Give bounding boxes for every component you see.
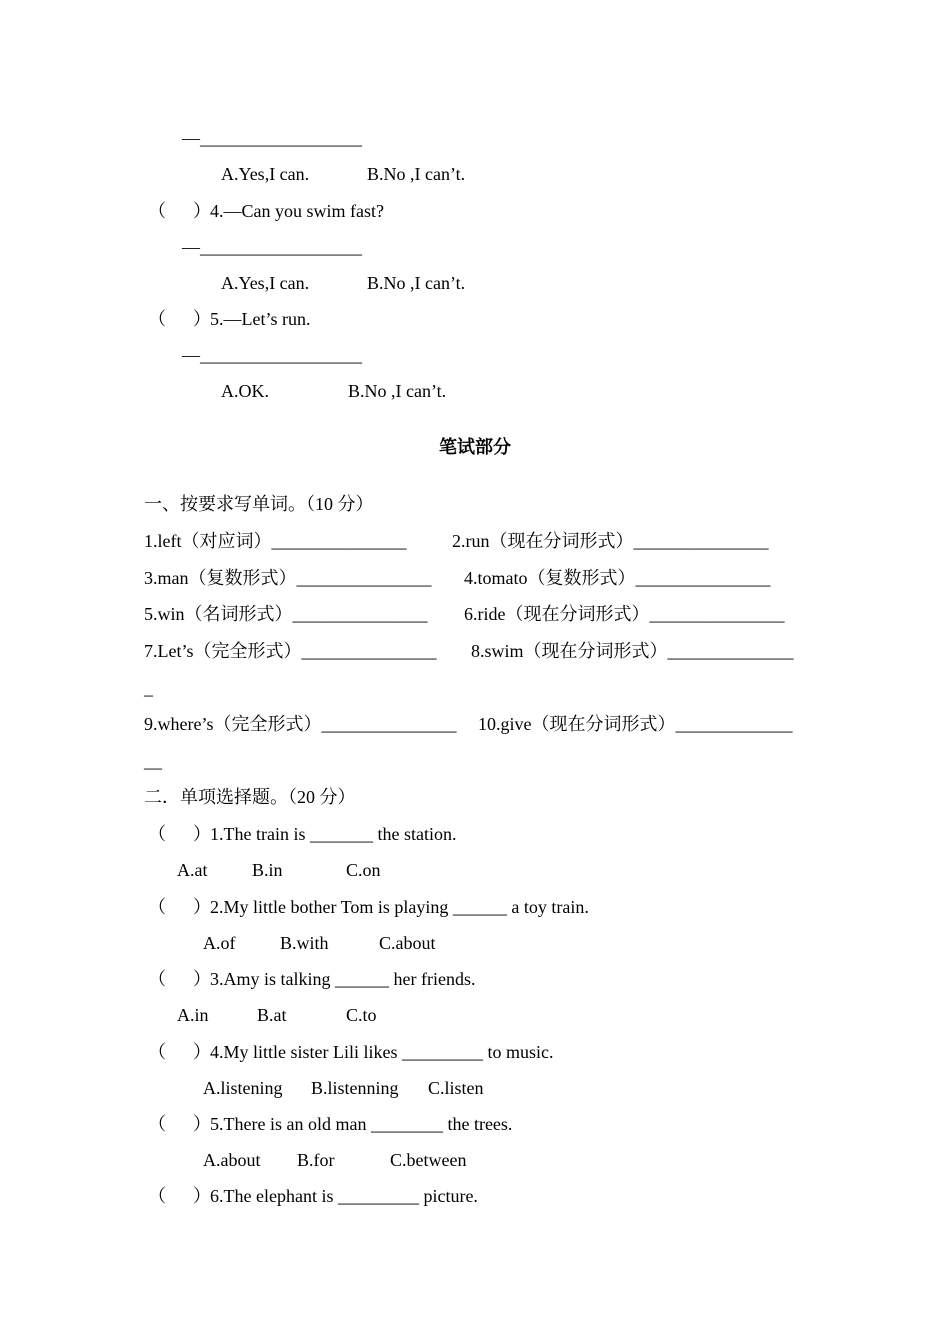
option-b: B.for [297, 1150, 335, 1170]
option-c: C.on [346, 860, 381, 880]
option-a: A.listening [203, 1078, 283, 1098]
option-a: A.in [177, 1005, 209, 1025]
question-text: 5.—Let’s run. [210, 309, 311, 329]
option-b: B.at [257, 1005, 287, 1025]
answer-parenthesis[interactable]: （ ） [148, 201, 211, 221]
question-text: 6.The elephant is _________ picture. [210, 1186, 478, 1206]
question-text: 2.My little bother Tom is playing ______ a toy train. [210, 897, 589, 917]
question-text: 1.The train is _______ the station. [210, 824, 457, 844]
word-item-3[interactable]: 3.man（复数形式）_______________ [144, 568, 432, 588]
answer-parenthesis[interactable]: （ ） [148, 1114, 211, 1134]
question-text: 5.There is an old man ________ the trees. [210, 1114, 513, 1134]
word-item-5[interactable]: 5.win（名词形式）_______________ [144, 604, 428, 624]
option-a: A.about [203, 1150, 261, 1170]
word-item-10[interactable]: 10.give（现在分词形式）_____________ [478, 714, 793, 734]
word-item-8[interactable]: 8.swim（现在分词形式）______________ [471, 641, 794, 661]
option-a: A.Yes,I can. [221, 273, 310, 293]
word-item-7[interactable]: 7.Let’s（完全形式）_______________ [144, 641, 437, 661]
option-a: A.Yes,I can. [221, 164, 310, 184]
word-item-8-wrap: _ [144, 678, 153, 698]
word-item-4[interactable]: 4.tomato（复数形式）_______________ [464, 568, 771, 588]
option-c: C.about [379, 933, 436, 953]
option-b: B.listenning [311, 1078, 399, 1098]
word-item-6[interactable]: 6.ride（现在分词形式）_______________ [464, 604, 785, 624]
question-text: 4.—Can you swim fast? [210, 201, 384, 221]
option-b: B.No ,I can’t. [367, 164, 466, 184]
answer-parenthesis[interactable]: （ ） [148, 309, 211, 329]
option-b: B.No ,I can’t. [367, 273, 466, 293]
question-text: 3.Amy is talking ______ her friends. [210, 969, 476, 989]
question-text: 4.My little sister Lili likes _________ to music. [210, 1042, 554, 1062]
answer-parenthesis[interactable]: （ ） [148, 1186, 211, 1206]
answer-line[interactable]: —__________________ [182, 128, 362, 148]
word-item-10-wrap: __ [144, 751, 162, 771]
option-c: C.to [346, 1005, 377, 1025]
answer-parenthesis[interactable]: （ ） [148, 824, 211, 844]
word-item-2[interactable]: 2.run（现在分词形式）_______________ [452, 531, 769, 551]
option-a: A.at [177, 860, 208, 880]
option-c: C.between [390, 1150, 467, 1170]
section-heading: 二．单项选择题。（20 分） [144, 787, 356, 807]
answer-parenthesis[interactable]: （ ） [148, 1042, 211, 1062]
option-a: A.OK. [221, 381, 269, 401]
option-b: B.with [280, 933, 329, 953]
word-item-9[interactable]: 9.where’s（完全形式）_______________ [144, 714, 457, 734]
answer-line[interactable]: —__________________ [182, 345, 362, 365]
word-item-1[interactable]: 1.left（对应词）_______________ [144, 531, 407, 551]
option-a: A.of [203, 933, 236, 953]
answer-parenthesis[interactable]: （ ） [148, 969, 211, 989]
option-b: B.in [252, 860, 283, 880]
section-heading: 一、按要求写单词。（10 分） [144, 494, 374, 514]
option-c: C.listen [428, 1078, 484, 1098]
option-b: B.No ,I can’t. [348, 381, 447, 401]
section-title: 笔试部分 [439, 437, 511, 458]
answer-parenthesis[interactable]: （ ） [148, 897, 211, 917]
answer-line[interactable]: —__________________ [182, 237, 362, 257]
